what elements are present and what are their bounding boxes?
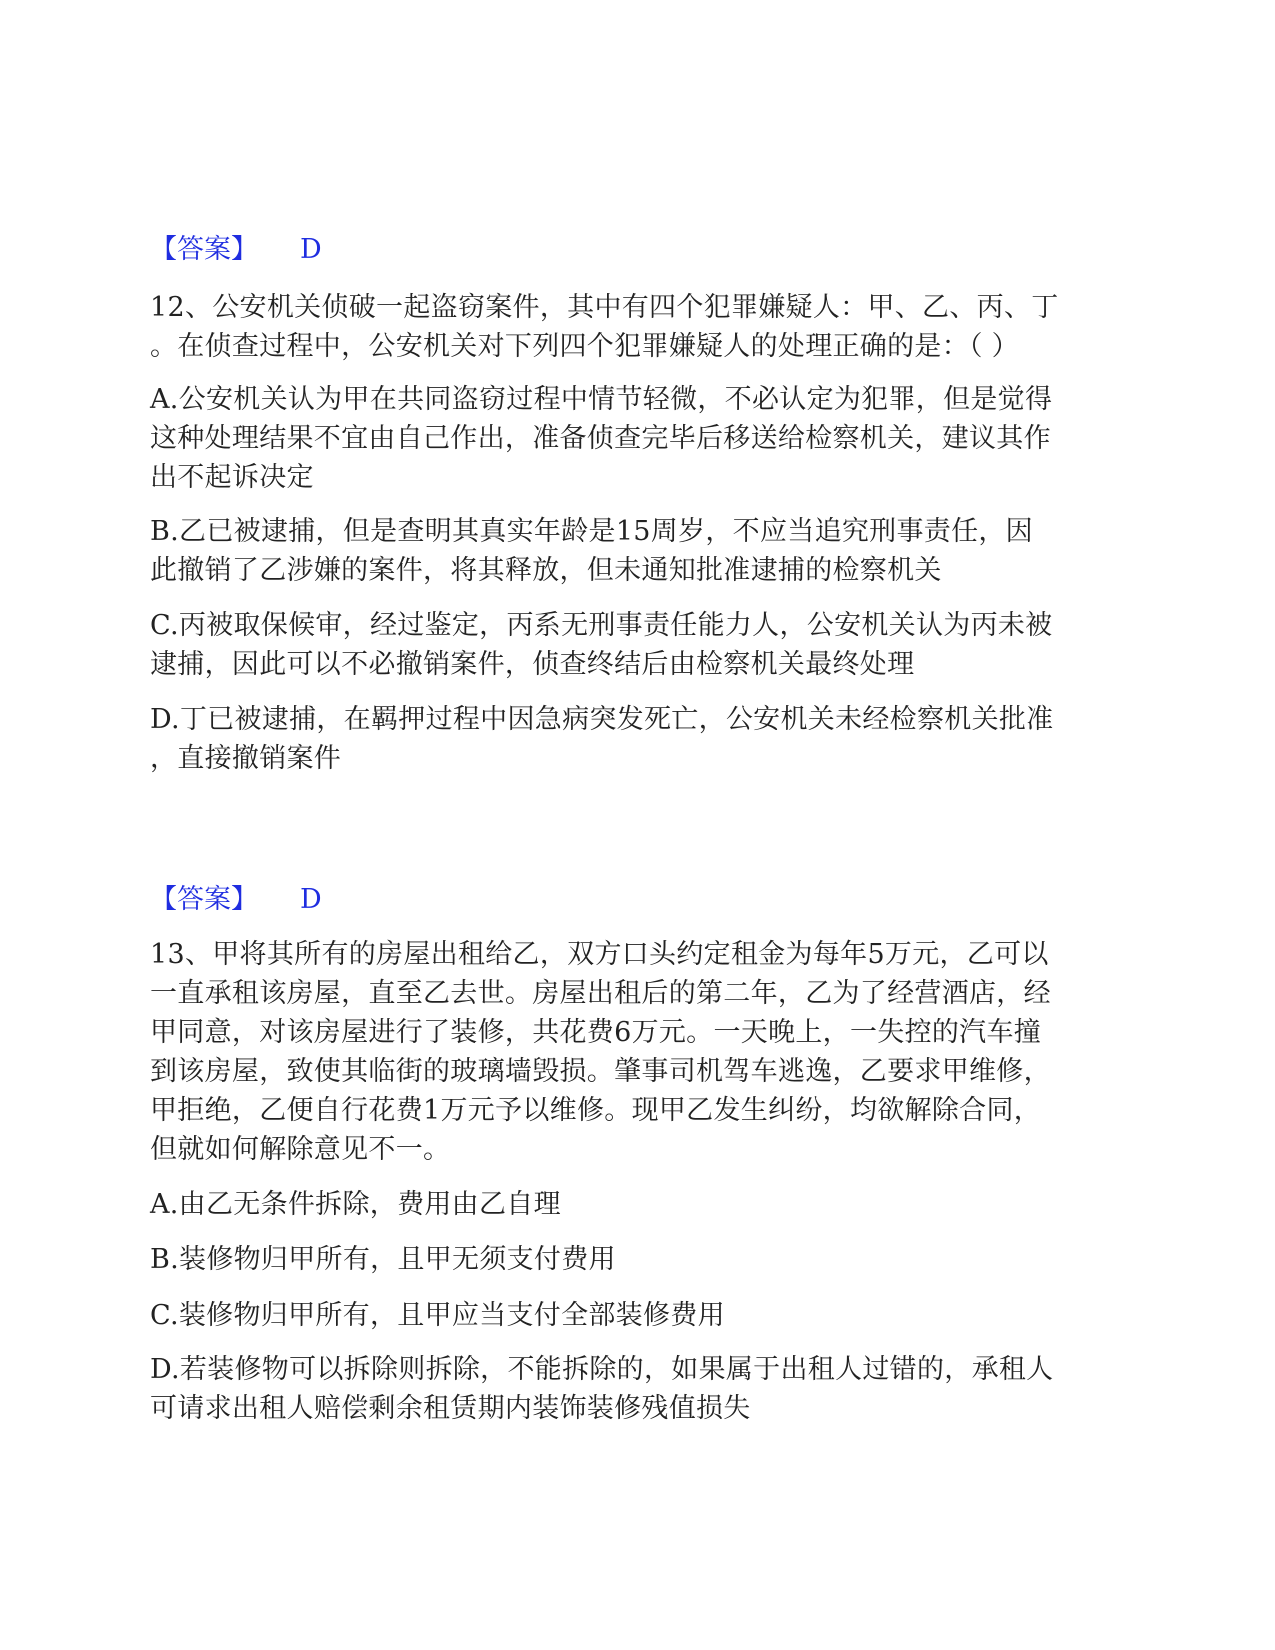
- answer-value: D: [300, 884, 322, 915]
- q11-answer: [150, 232, 322, 268]
- q13-stem: [150, 935, 1112, 1169]
- q12-option-a-line: 这种处理结果不宜由自己作出，准备侦查完毕后移送给检察机关，建议其作: [150, 423, 1051, 454]
- q12-option-b-line: B.乙已被逮捕，但是查明其真实年龄是15周岁，不应当追究刑事责任，因: [150, 516, 1033, 547]
- q12-option-c: [150, 606, 1112, 684]
- q13-option-d-line: 可请求出租人赔偿剩余租赁期内装饰装修残值损失: [150, 1393, 751, 1424]
- q12-stem-line: 。在侦查过程中，公安机关对下列四个犯罪嫌疑人的处理正确的是：（ ）: [150, 331, 1019, 362]
- q13-option-c-line: C.装修物归甲所有，且甲应当支付全部装修费用: [150, 1300, 725, 1331]
- q13-option-d-line: D.若装修物可以拆除则拆除，不能拆除的，如果属于出租人过错的，承租人: [150, 1354, 1054, 1385]
- q12-option-c-line: 逮捕，因此可以不必撤销案件，侦查终结后由检察机关最终处理: [150, 649, 915, 680]
- q13-stem-line: 甲同意，对该房屋进行了装修，共花费6万元。一天晚上，一失控的汽车撞: [150, 1017, 1042, 1048]
- q12-option-b: [150, 512, 1112, 590]
- q13-stem-line: 但就如何解除意见不一。: [150, 1134, 451, 1165]
- q12-option-a-line: A.公安机关认为甲在共同盗窃过程中情节轻微，不必认定为犯罪，但是觉得: [150, 384, 1053, 415]
- q13-option-b-line: B.装修物归甲所有，且甲无须支付费用: [150, 1244, 616, 1275]
- q12-answer: [150, 882, 322, 918]
- q13-stem-line: 甲拒绝，乙便自行花费1万元予以维修。现甲乙发生纠纷，均欲解除合同，: [150, 1095, 1042, 1126]
- q13-option-b: [150, 1240, 1112, 1279]
- answer-label: 【答案】: [150, 234, 258, 265]
- q13-option-c: [150, 1296, 1112, 1335]
- q13-option-d: [150, 1350, 1112, 1428]
- q13-stem-line: 13、甲将其所有的房屋出租给乙，双方口头约定租金为每年5万元，乙可以: [150, 939, 1049, 970]
- q13-option-a-line: A.由乙无条件拆除，费用由乙自理: [150, 1189, 561, 1220]
- q12-option-c-line: C.丙被取保候审，经过鉴定，丙系无刑事责任能力人，公安机关认为丙未被: [150, 610, 1053, 641]
- q13-option-a: [150, 1185, 1112, 1224]
- q12-option-d-line: D.丁已被逮捕，在羁押过程中因急病突发死亡，公安机关未经检察机关批准: [150, 704, 1054, 735]
- q12-option-b-line: 此撤销了乙涉嫌的案件，将其释放，但未通知批准逮捕的检察机关: [150, 555, 942, 586]
- q12-stem: [150, 288, 1112, 366]
- answer-label: 【答案】: [150, 884, 258, 915]
- q13-stem-line: 一直承租该房屋，直至乙去世。房屋出租后的第二年，乙为了经营酒店，经: [150, 978, 1051, 1009]
- q12-option-a-line: 出不起诉决定: [150, 462, 314, 493]
- q12-option-d-line: ，直接撤销案件: [150, 743, 342, 774]
- answer-value: D: [300, 234, 322, 265]
- q12-option-a: [150, 380, 1112, 497]
- q13-stem-line: 到该房屋，致使其临街的玻璃墙毁损。肇事司机驾车逃逸，乙要求甲维修，: [150, 1056, 1051, 1087]
- q12-option-d: [150, 700, 1112, 778]
- q12-stem-line: 12、公安机关侦破一起盗窃案件，其中有四个犯罪嫌疑人：甲、乙、丙、丁: [150, 292, 1059, 323]
